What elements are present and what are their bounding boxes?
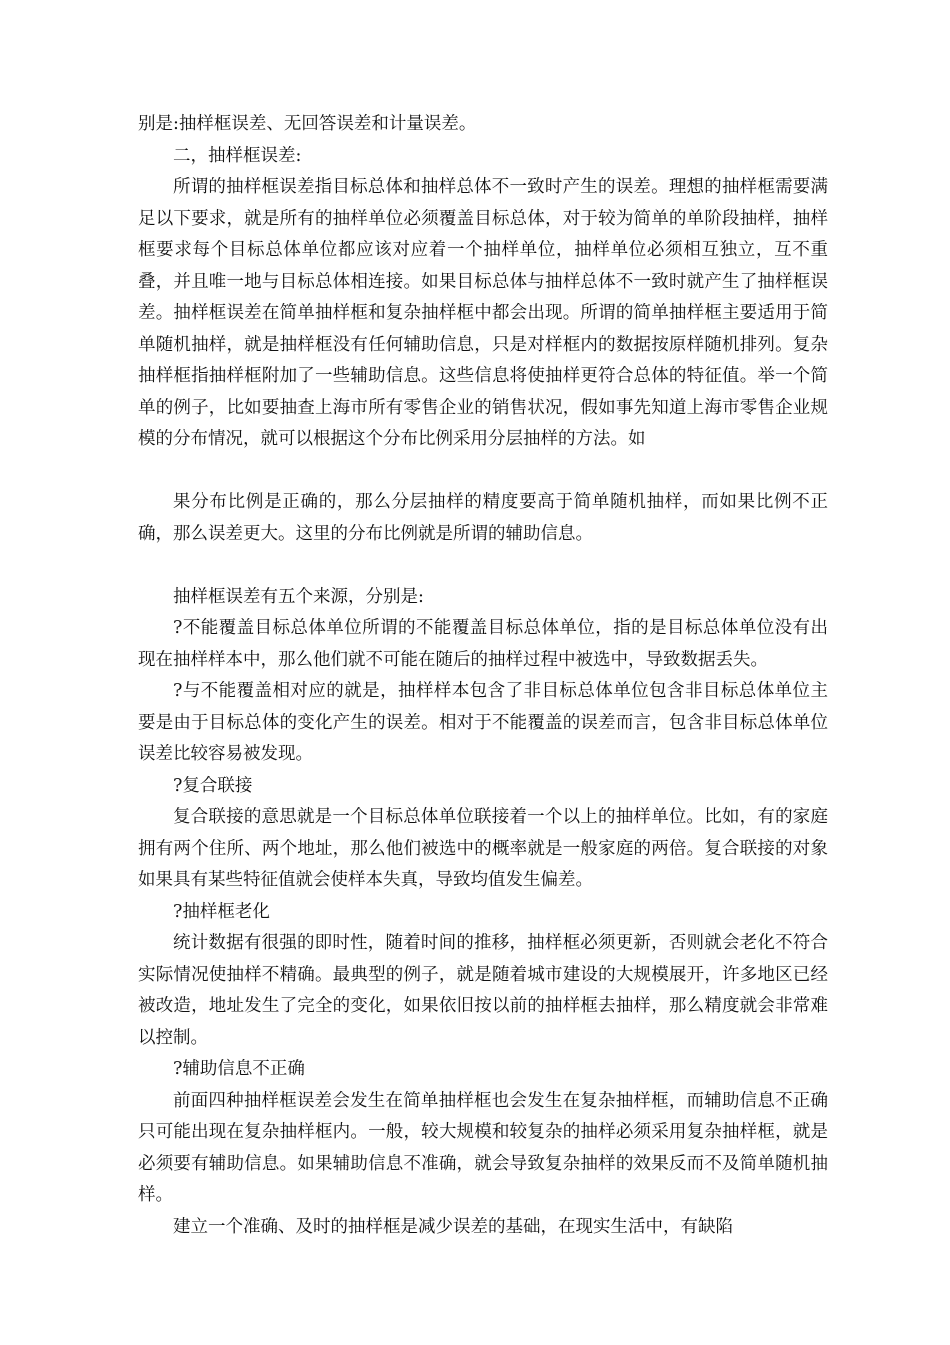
paragraph-multiple-linkage: 复合联接的意思就是一个目标总体单位联接着一个以上的抽样单位。比如，有的家庭拥有两个住所、两个地址，那么他们被选中的概率就是一般家庭的两倍。复合联接的对象如果具有某些特征值就会使样本失真，导致均值发生偏差。 <box>138 807 828 890</box>
list-item-undercoverage: ?不能覆盖目标总体单位所谓的不能覆盖目标总体单位，指的是目标总体单位没有出现在抽样样本中，那么他们就不可能在随后的抽样过程中被选中，导致数据丢失。 <box>138 618 828 670</box>
paragraph-distribution-ratio: 果分布比例是正确的，那么分层抽样的精度要高于简单随机抽样，而如果比例不正确，那么误差更大。这里的分布比例就是所谓的辅助信息。 <box>138 492 828 544</box>
document-body <box>138 109 828 1243</box>
section-heading-sampling-frame-error: 二，抽样框误差: <box>173 145 302 166</box>
list-item-heading-frame-aging: ?抽样框老化 <box>173 901 270 922</box>
paragraph-incorrect-auxiliary-info: 前面四种抽样框误差会发生在简单抽样框也会发生在复杂抽样框，而辅助信息不正确只可能出现在复杂抽样框内。一般，较大规模和较复杂的抽样必须采用复杂抽样框，就是必须要有辅助信息。如果辅助信息不准确，就会导致复杂抽样的效果反而不及简单随机抽样。 <box>138 1090 828 1205</box>
paragraph-error-types-continued: 别是:抽样框误差、无回答误差和计量误差。 <box>138 114 477 134</box>
paragraph-sampling-frame-definition: 所谓的抽样框误差指目标总体和抽样总体不一致时产生的误差。理想的抽样框需要满足以下要求，就是所有的抽样单位必须覆盖目标总体，对于较为简单的单阶段抽样，抽样框要求每个目标总体单位都应该对应着一个抽样单位，抽样单位必须相互独立，互不重叠，并且唯一地与目标总体相连接。如果目标总体与抽样总体不一致时就产生了抽样框误差。抽样框误差在简单抽样框和复杂抽样框中都会出现。所谓的简单抽样框主要适用于简单随机抽样，就是抽样框没有任何辅助信息，只是对样框内的数据按原样随机排列。复杂抽样框指抽样框附加了一些辅助信息。这些信息将使抽样更符合总体的特征值。举一个简单的例子，比如要抽查上海市所有零售企业的销售状况，假如事先知道上海市零售企业规模的分布情况，就可以根据这个分布比例采用分层抽样的方法。如 <box>138 177 828 449</box>
paragraph-five-sources-intro: 抽样框误差有五个来源，分别是: <box>173 586 424 607</box>
paragraph-frame-aging: 统计数据有很强的即时性，随着时间的推移，抽样框必须更新，否则就会老化不符合实际情况使抽样不精确。最典型的例子，就是随着城市建设的大规模展开，许多地区已经被改造，地址发生了完全的变化，如果依旧按以前的抽样框去抽样，那么精度就会非常难以控制。 <box>138 933 828 1048</box>
list-item-heading-multiple-linkage: ?复合联接 <box>173 775 253 796</box>
list-item-overcoverage: ?与不能覆盖相对应的就是，抽样样本包含了非目标总体单位包含非目标总体单位主要是由于目标总体的变化产生的误差。相对于不能覆盖的误差而言，包含非目标总体单位误差比较容易被发现。 <box>138 681 828 764</box>
list-item-heading-incorrect-auxiliary-info: ?辅助信息不正确 <box>173 1059 305 1079</box>
paragraph-accurate-frame-basis: 建立一个准确、及时的抽样框是减少误差的基础，在现实生活中，有缺陷 <box>173 1216 733 1237</box>
